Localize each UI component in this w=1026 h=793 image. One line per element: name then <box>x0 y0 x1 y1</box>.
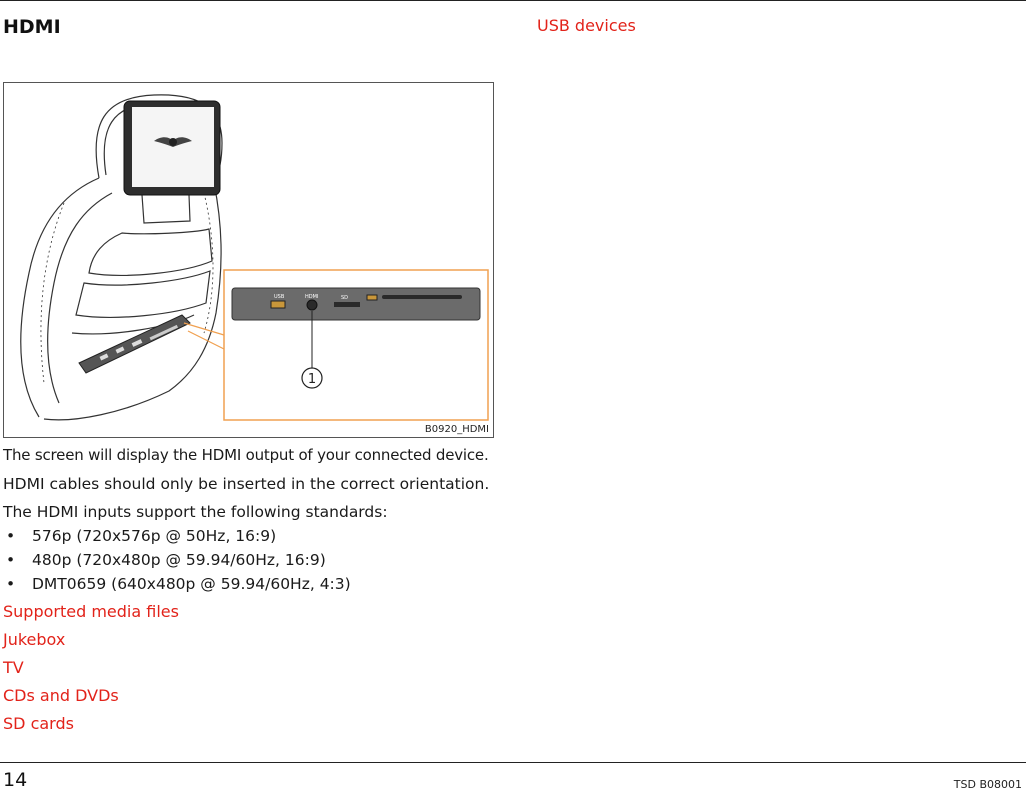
list-item-text: 576p (720x576p @ 50Hz, 16:9) <box>32 527 277 545</box>
screen-mount <box>142 195 190 223</box>
page-title: HDMI <box>3 16 61 38</box>
usb-devices-link[interactable]: USB devices <box>537 16 636 35</box>
hdmi-port-icon <box>307 300 317 310</box>
list-item <box>3 527 351 551</box>
list-item <box>3 575 351 599</box>
page-number: 14 <box>3 769 28 791</box>
list-item <box>3 551 351 575</box>
bullet-icon: • <box>6 575 16 593</box>
bullet-icon: • <box>6 527 16 545</box>
related-links <box>3 599 179 739</box>
document-code: TSD B08001 <box>953 778 1022 791</box>
seat-port-strip <box>79 315 190 373</box>
paragraph-cable-orientation: HDMI cables should only be inserted in the correct orientation. <box>3 475 490 493</box>
seat-illustration <box>4 83 495 439</box>
callout-number: 1 <box>307 372 317 387</box>
paragraph-standards-intro: The HDMI inputs support the following standards: <box>3 503 388 521</box>
list-item-text: 480p (720x480p @ 59.94/60Hz, 16:9) <box>32 551 326 569</box>
cds-and-dvds-link[interactable]: CDs and DVDs <box>3 686 119 705</box>
hdmi-figure <box>3 82 494 438</box>
sd-slot-icon <box>334 302 360 307</box>
top-rule <box>0 0 1026 1</box>
hdmi-port-label: HDMI <box>305 294 319 300</box>
seat-panel-upper <box>89 229 212 275</box>
sd-cards-link[interactable]: SD cards <box>3 714 74 733</box>
figure-caption: B0920_HDMI <box>424 424 489 435</box>
list-item-text: DMT0659 (640x480p @ 59.94/60Hz, 4:3) <box>32 575 351 593</box>
disc-slot-icon <box>382 295 462 299</box>
seat-panel-middle <box>76 271 210 317</box>
footer-rule <box>0 762 1026 763</box>
usb-port-icon <box>271 301 285 308</box>
tv-link[interactable]: TV <box>3 658 24 677</box>
bullet-icon: • <box>6 551 16 569</box>
supported-media-files-link[interactable]: Supported media files <box>3 602 179 621</box>
usb-port-label: USB <box>274 294 285 300</box>
jukebox-link[interactable]: Jukebox <box>3 630 66 649</box>
paragraph-hdmi-output: The screen will display the HDMI output of your connected device. <box>3 446 489 464</box>
sd-port-label: SD <box>341 295 349 301</box>
standards-list <box>3 527 351 599</box>
